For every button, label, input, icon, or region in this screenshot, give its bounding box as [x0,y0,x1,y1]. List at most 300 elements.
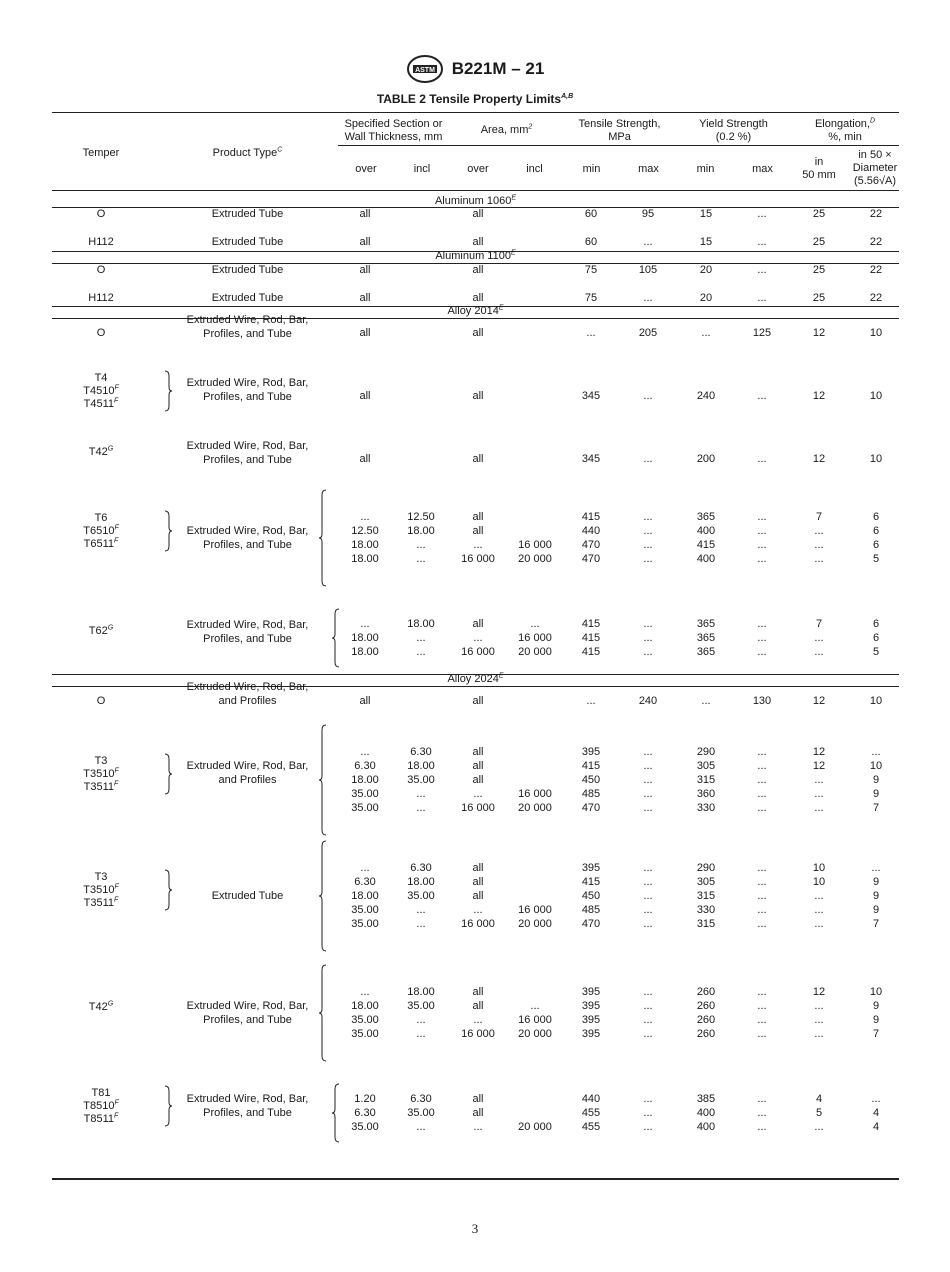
cell-elong-diameter: ... [871,746,881,758]
cell-elong-50mm: ... [814,904,824,916]
cell-tensile-min: 60 [584,208,598,220]
cell-tensile-max: ... [643,918,653,930]
cell-yield-max: ... [757,1028,767,1040]
temper-code: T3511 [83,781,115,793]
cell-tensile-max: ... [643,632,653,644]
temper-code: T3510 [83,768,115,780]
cell-wall-over: 18.00 [351,539,379,551]
temper-code: T42 [88,1001,108,1013]
cell-yield-min: 415 [696,539,716,551]
temper-code: T4510 [83,385,115,397]
temper-label [52,883,150,897]
cell-wall-over: all [359,264,371,276]
cell-tensile-min: 415 [581,876,601,888]
header-diameter-3: (5.56√A) [853,175,897,187]
cell-area-over: all [472,876,484,888]
temper-label [52,767,150,781]
temper-label [52,1086,150,1100]
cell-wall-over: 35.00 [351,918,379,930]
cell-wall-over: 18.00 [351,646,379,658]
cell-tensile-min: 485 [581,904,601,916]
temper-code: O [96,695,106,707]
cell-wall-over: ... [360,511,370,523]
cell-wall-over: 35.00 [351,788,379,800]
cell-tensile-min: 415 [581,760,601,772]
cell-wall-over: 18.00 [351,553,379,565]
cell-tensile-max: ... [643,618,653,630]
temper-code: T4511 [83,398,115,410]
header-in50-2: 50 mm [802,169,836,181]
cell-tensile-min: 395 [581,1000,601,1012]
temper-label [52,754,150,768]
cell-tensile-max: ... [643,760,653,772]
product-type: Profiles, and Tube [203,1107,292,1119]
cell-wall-over: 18.00 [351,1000,379,1012]
cell-yield-min: 260 [696,1000,716,1012]
cell-area-over: all [472,760,484,772]
cell-tensile-max: ... [643,553,653,565]
cell-tensile-max: ... [643,890,653,902]
cell-yield-min: 330 [696,802,716,814]
cell-wall-incl: ... [416,646,426,658]
cell-area-over: ... [473,904,483,916]
temper-label [52,207,150,221]
cell-tensile-min: 455 [581,1107,601,1119]
product-type: Extruded Wire, Rod, Bar, [186,314,309,326]
range-group-brace [318,489,328,587]
cell-wall-incl: ... [416,539,426,551]
cell-elong-diameter: ... [871,1093,881,1105]
cell-wall-over: 6.30 [354,760,376,772]
cell-yield-max: 130 [752,695,772,707]
cell-wall-over: 35.00 [351,1028,379,1040]
header-tensile-min: min [582,163,601,175]
cell-wall-incl: 35.00 [407,774,435,786]
header-yield-1: Yield Strength [699,118,768,130]
cell-wall-over: 35.00 [351,1014,379,1026]
cell-elong-50mm: ... [814,632,824,644]
cell-elong-50mm: 12 [812,760,826,772]
product-type: Profiles, and Tube [203,391,292,403]
cell-area-over: all [472,862,484,874]
cell-yield-max: ... [757,525,767,537]
header-sub-rule [338,145,899,146]
cell-yield-max: ... [757,390,767,402]
cell-elong-diameter: 7 [872,918,880,930]
cell-tensile-min: 75 [584,264,598,276]
cell-tensile-min: 415 [581,511,601,523]
cell-elong-50mm: 7 [815,618,823,630]
cell-yield-min: 20 [699,264,713,276]
cell-elong-50mm: 25 [812,236,826,248]
cell-wall-over: all [359,327,371,339]
cell-tensile-max: ... [643,1093,653,1105]
cell-elong-50mm: ... [814,890,824,902]
cell-yield-min: 400 [696,553,716,565]
temper-label [52,371,150,385]
header-section-1: Specified Section or [344,118,443,130]
cell-area-over: ... [473,788,483,800]
product-type: Profiles, and Tube [203,454,292,466]
header-diameter-1: in 50 × [858,149,892,161]
cell-yield-max: ... [757,539,767,551]
cell-area-incl: 16 000 [518,1014,552,1026]
cell-area-over: all [472,511,484,523]
cell-yield-min: 290 [696,862,716,874]
cell-tensile-min: ... [586,695,596,707]
cell-wall-over: 18.00 [351,890,379,902]
temper-code: T81 [91,1087,111,1099]
temper-label [52,445,150,459]
cell-yield-max: ... [757,890,767,902]
header-area-over: over [467,163,489,175]
cell-area-over: all [472,1000,484,1012]
temper-code: T3511 [83,897,115,909]
product-type: Extruded Tube [211,264,284,276]
cell-wall-incl: ... [416,1014,426,1026]
cell-area-over: 16 000 [461,918,495,930]
cell-elong-diameter: 7 [872,802,880,814]
cell-tensile-max: ... [643,774,653,786]
cell-area-over: all [472,1093,484,1105]
cell-yield-max: ... [757,802,767,814]
cell-elong-50mm: 4 [815,1093,823,1105]
cell-wall-incl: 35.00 [407,890,435,902]
cell-wall-over: all [359,236,371,248]
cell-tensile-min: 470 [581,539,601,551]
cell-tensile-max: ... [643,453,653,465]
cell-elong-diameter: 6 [872,618,880,630]
cell-area-incl: 20 000 [518,553,552,565]
temper-footnote-mark: F [114,1099,119,1107]
header-yield-min: min [696,163,715,175]
cell-wall-over: 35.00 [351,802,379,814]
cell-yield-max: ... [757,760,767,772]
cell-yield-min: 305 [696,760,716,772]
cell-yield-max: ... [757,553,767,565]
cell-tensile-min: 450 [581,774,601,786]
temper-code: T62 [88,625,108,637]
cell-yield-max: ... [757,876,767,888]
cell-elong-diameter: 5 [872,553,880,565]
cell-wall-over: 6.30 [354,1107,376,1119]
section-name: Aluminum 1100 [435,250,511,262]
cell-area-over: all [472,525,484,537]
header-over: over [355,163,377,175]
header-area: Area, $mm^2$ [480,123,533,136]
section-name: Alloy 2024 [447,673,499,685]
cell-yield-min: 260 [696,1028,716,1040]
temper-label [52,1099,150,1113]
header-temper: Temper [82,147,120,159]
cell-tensile-max: ... [643,876,653,888]
cell-area-incl: ... [530,1000,540,1012]
cell-yield-max: ... [757,986,767,998]
header-product-type: Product Type$^C$ [212,146,283,159]
cell-yield-min: 260 [696,986,716,998]
cell-wall-over: 35.00 [351,1121,379,1133]
document-id: B221M – 21 [451,59,545,78]
product-type: Extruded Wire, Rod, Bar, [186,681,309,693]
cell-elong-diameter: 9 [872,890,880,902]
cell-yield-max: ... [757,918,767,930]
cell-wall-incl: 18.00 [407,986,435,998]
cell-elong-50mm: 12 [812,390,826,402]
cell-elong-diameter: 22 [869,208,883,220]
cell-elong-diameter: 9 [872,774,880,786]
cell-tensile-max: ... [643,539,653,551]
cell-elong-diameter: 4 [872,1107,880,1119]
cell-tensile-max: 105 [638,264,658,276]
cell-elong-50mm: 12 [812,453,826,465]
cell-tensile-min: 60 [584,236,598,248]
cell-tensile-max: ... [643,646,653,658]
cell-yield-min: 365 [696,618,716,630]
cell-tensile-min: 470 [581,553,601,565]
cell-tensile-min: 395 [581,1014,601,1026]
cell-elong-50mm: ... [814,774,824,786]
cell-elong-50mm: ... [814,1000,824,1012]
cell-yield-min: 400 [696,1107,716,1119]
section-footnote-mark: E [511,194,517,202]
product-type: Extruded Wire, Rod, Bar, [186,1000,309,1012]
cell-elong-diameter: 9 [872,1000,880,1012]
cell-yield-min: 15 [699,236,713,248]
cell-yield-min: 20 [699,292,713,304]
temper-label [52,694,150,708]
temper-footnote-mark: G [107,624,114,632]
cell-yield-min: 365 [696,511,716,523]
product-type: and Profiles [218,774,277,786]
cell-elong-diameter: 6 [872,632,880,644]
header-yield-2: (0.2 %) [715,131,752,143]
header-elongation-2: %, min [828,131,862,143]
header-area-incl: incl [526,163,543,175]
header-incl: incl [413,163,431,175]
temper-footnote-mark: F [114,384,119,392]
cell-elong-diameter: 5 [872,646,880,658]
cell-tensile-max: ... [643,1028,653,1040]
cell-area-over: all [472,986,484,998]
cell-wall-over: all [359,695,371,707]
table-bottom-rule [52,1178,899,1180]
cell-area-incl: ... [530,618,540,630]
temper-footnote-mark: F [114,524,119,532]
cell-tensile-max: ... [643,1014,653,1026]
temper-label [52,870,150,884]
temper-label [52,263,150,277]
cell-wall-over: all [359,453,371,465]
cell-wall-over: 1.20 [354,1093,376,1105]
cell-wall-incl: 35.00 [407,1107,435,1119]
cell-wall-over: ... [360,746,370,758]
cell-elong-diameter: 4 [872,1121,880,1133]
cell-elong-50mm: 10 [812,862,826,874]
section-footnote-mark: E [510,249,516,257]
temper-code: T42 [88,446,108,458]
cell-yield-max: ... [757,632,767,644]
cell-area-over: all [472,208,484,220]
cell-yield-max: ... [757,1000,767,1012]
temper-code: O [96,327,106,339]
cell-yield-min: 385 [696,1093,716,1105]
table-title: TABLE 2 Tensile Property Limits$^{A,B}$ [376,92,574,106]
cell-tensile-min: 470 [581,918,601,930]
section-name: Aluminum 1060 [434,195,512,207]
page-number: 3 [471,1221,479,1236]
cell-area-over: ... [473,632,483,644]
cell-tensile-min: 395 [581,986,601,998]
cell-area-incl: 20 000 [518,646,552,658]
cell-yield-max: ... [757,646,767,658]
cell-tensile-max: ... [643,511,653,523]
product-type: Extruded Tube [211,890,284,902]
cell-tensile-max: ... [643,292,653,304]
section-label [52,249,899,263]
product-type: Extruded Wire, Rod, Bar, [186,440,309,452]
cell-yield-max: ... [757,236,767,248]
cell-tensile-min: 455 [581,1121,601,1133]
cell-area-over: ... [473,539,483,551]
temper-label [52,624,150,638]
cell-yield-min: 330 [696,904,716,916]
cell-tensile-min: 75 [584,292,598,304]
cell-wall-over: 18.00 [351,632,379,644]
section-name: Alloy 2014 [447,305,499,317]
cell-elong-50mm: ... [814,539,824,551]
cell-yield-max: ... [757,264,767,276]
cell-area-over: all [472,890,484,902]
cell-yield-min: 315 [696,774,716,786]
header-tensile-max: max [638,163,659,175]
cell-elong-diameter: 6 [872,539,880,551]
temper-code: T3 [94,755,108,767]
cell-wall-incl: 18.00 [407,760,435,772]
range-group-brace [318,840,328,952]
cell-yield-min: 315 [696,890,716,902]
section-footnote-mark: E [498,672,504,680]
cell-elong-diameter: 6 [872,525,880,537]
product-type: Extruded Wire, Rod, Bar, [186,1093,309,1105]
cell-elong-diameter: 9 [872,876,880,888]
header-section-2: Wall Thickness, mm [344,131,443,143]
temper-label [52,1000,150,1014]
cell-tensile-max: ... [643,390,653,402]
cell-area-over: all [472,695,484,707]
cell-tensile-max: 95 [641,208,655,220]
cell-area-over: all [472,618,484,630]
temper-label [52,326,150,340]
cell-wall-incl: 18.00 [407,876,435,888]
header-tensile-1: Tensile Strength, [578,118,661,130]
cell-wall-incl: ... [416,918,426,930]
product-type: Extruded Tube [211,208,284,220]
temper-footnote-mark: F [114,1112,119,1120]
cell-elong-diameter: 6 [872,511,880,523]
cell-tensile-max: ... [643,236,653,248]
cell-tensile-min: 440 [581,525,601,537]
cell-tensile-min: 485 [581,788,601,800]
temper-footnote-mark: F [114,883,119,891]
temper-label [52,384,150,398]
cell-area-incl: 16 000 [518,632,552,644]
cell-tensile-max: 205 [638,327,658,339]
cell-wall-over: ... [360,862,370,874]
product-type: Extruded Tube [211,292,284,304]
cell-elong-diameter: 7 [872,1028,880,1040]
cell-tensile-min: 415 [581,618,601,630]
cell-area-over: 16 000 [461,553,495,565]
cell-wall-over: all [359,292,371,304]
cell-elong-diameter: 10 [869,760,883,772]
cell-tensile-max: ... [643,986,653,998]
cell-yield-min: 240 [696,390,716,402]
cell-tensile-min: 345 [581,453,601,465]
temper-label [52,235,150,249]
cell-elong-50mm: ... [814,788,824,800]
cell-area-over: 16 000 [461,1028,495,1040]
cell-tensile-max: ... [643,862,653,874]
cell-yield-min: ... [701,695,711,707]
cell-wall-incl: 6.30 [410,1093,432,1105]
cell-wall-incl: 35.00 [407,1000,435,1012]
cell-tensile-min: 415 [581,646,601,658]
product-type: Profiles, and Tube [203,328,292,340]
product-type: Extruded Wire, Rod, Bar, [186,377,309,389]
temper-code: T3 [94,871,108,883]
cell-yield-max: ... [757,618,767,630]
cell-wall-over: ... [360,986,370,998]
cell-elong-50mm: 25 [812,264,826,276]
cell-elong-diameter: 22 [869,292,883,304]
temper-code: H112 [88,292,114,304]
cell-yield-max: ... [757,453,767,465]
product-type: Extruded Tube [211,236,284,248]
cell-elong-diameter: 22 [869,264,883,276]
cell-elong-50mm: ... [814,646,824,658]
cell-area-over: all [472,327,484,339]
cell-tensile-max: ... [643,904,653,916]
cell-area-over: all [472,1107,484,1119]
cell-wall-over: all [359,208,371,220]
cell-elong-50mm: 12 [812,746,826,758]
cell-elong-50mm: 12 [812,327,826,339]
logo-text: ASTM [414,67,435,74]
cell-wall-over: 35.00 [351,904,379,916]
temper-footnote-mark: G [107,1000,114,1008]
cell-tensile-min: 395 [581,746,601,758]
cell-wall-incl: 18.00 [407,618,435,630]
cell-area-incl: 20 000 [518,802,552,814]
cell-wall-incl: ... [416,553,426,565]
range-group-brace [318,964,328,1062]
temper-footnote-mark: G [107,445,114,453]
cell-elong-50mm: ... [814,553,824,565]
header-bottom-rule [52,190,899,191]
cell-area-over: 16 000 [461,646,495,658]
cell-area-over: all [472,390,484,402]
temper-footnote-mark: F [114,537,119,545]
temper-code: H112 [88,236,114,248]
cell-area-incl: 16 000 [518,904,552,916]
cell-wall-incl: ... [416,802,426,814]
header-tensile-2: MPa [608,131,631,143]
temper-code: T6 [94,512,108,524]
cell-wall-over: 6.30 [354,876,376,888]
cell-elong-50mm: ... [814,525,824,537]
cell-elong-50mm: 25 [812,208,826,220]
cell-area-over: all [472,774,484,786]
